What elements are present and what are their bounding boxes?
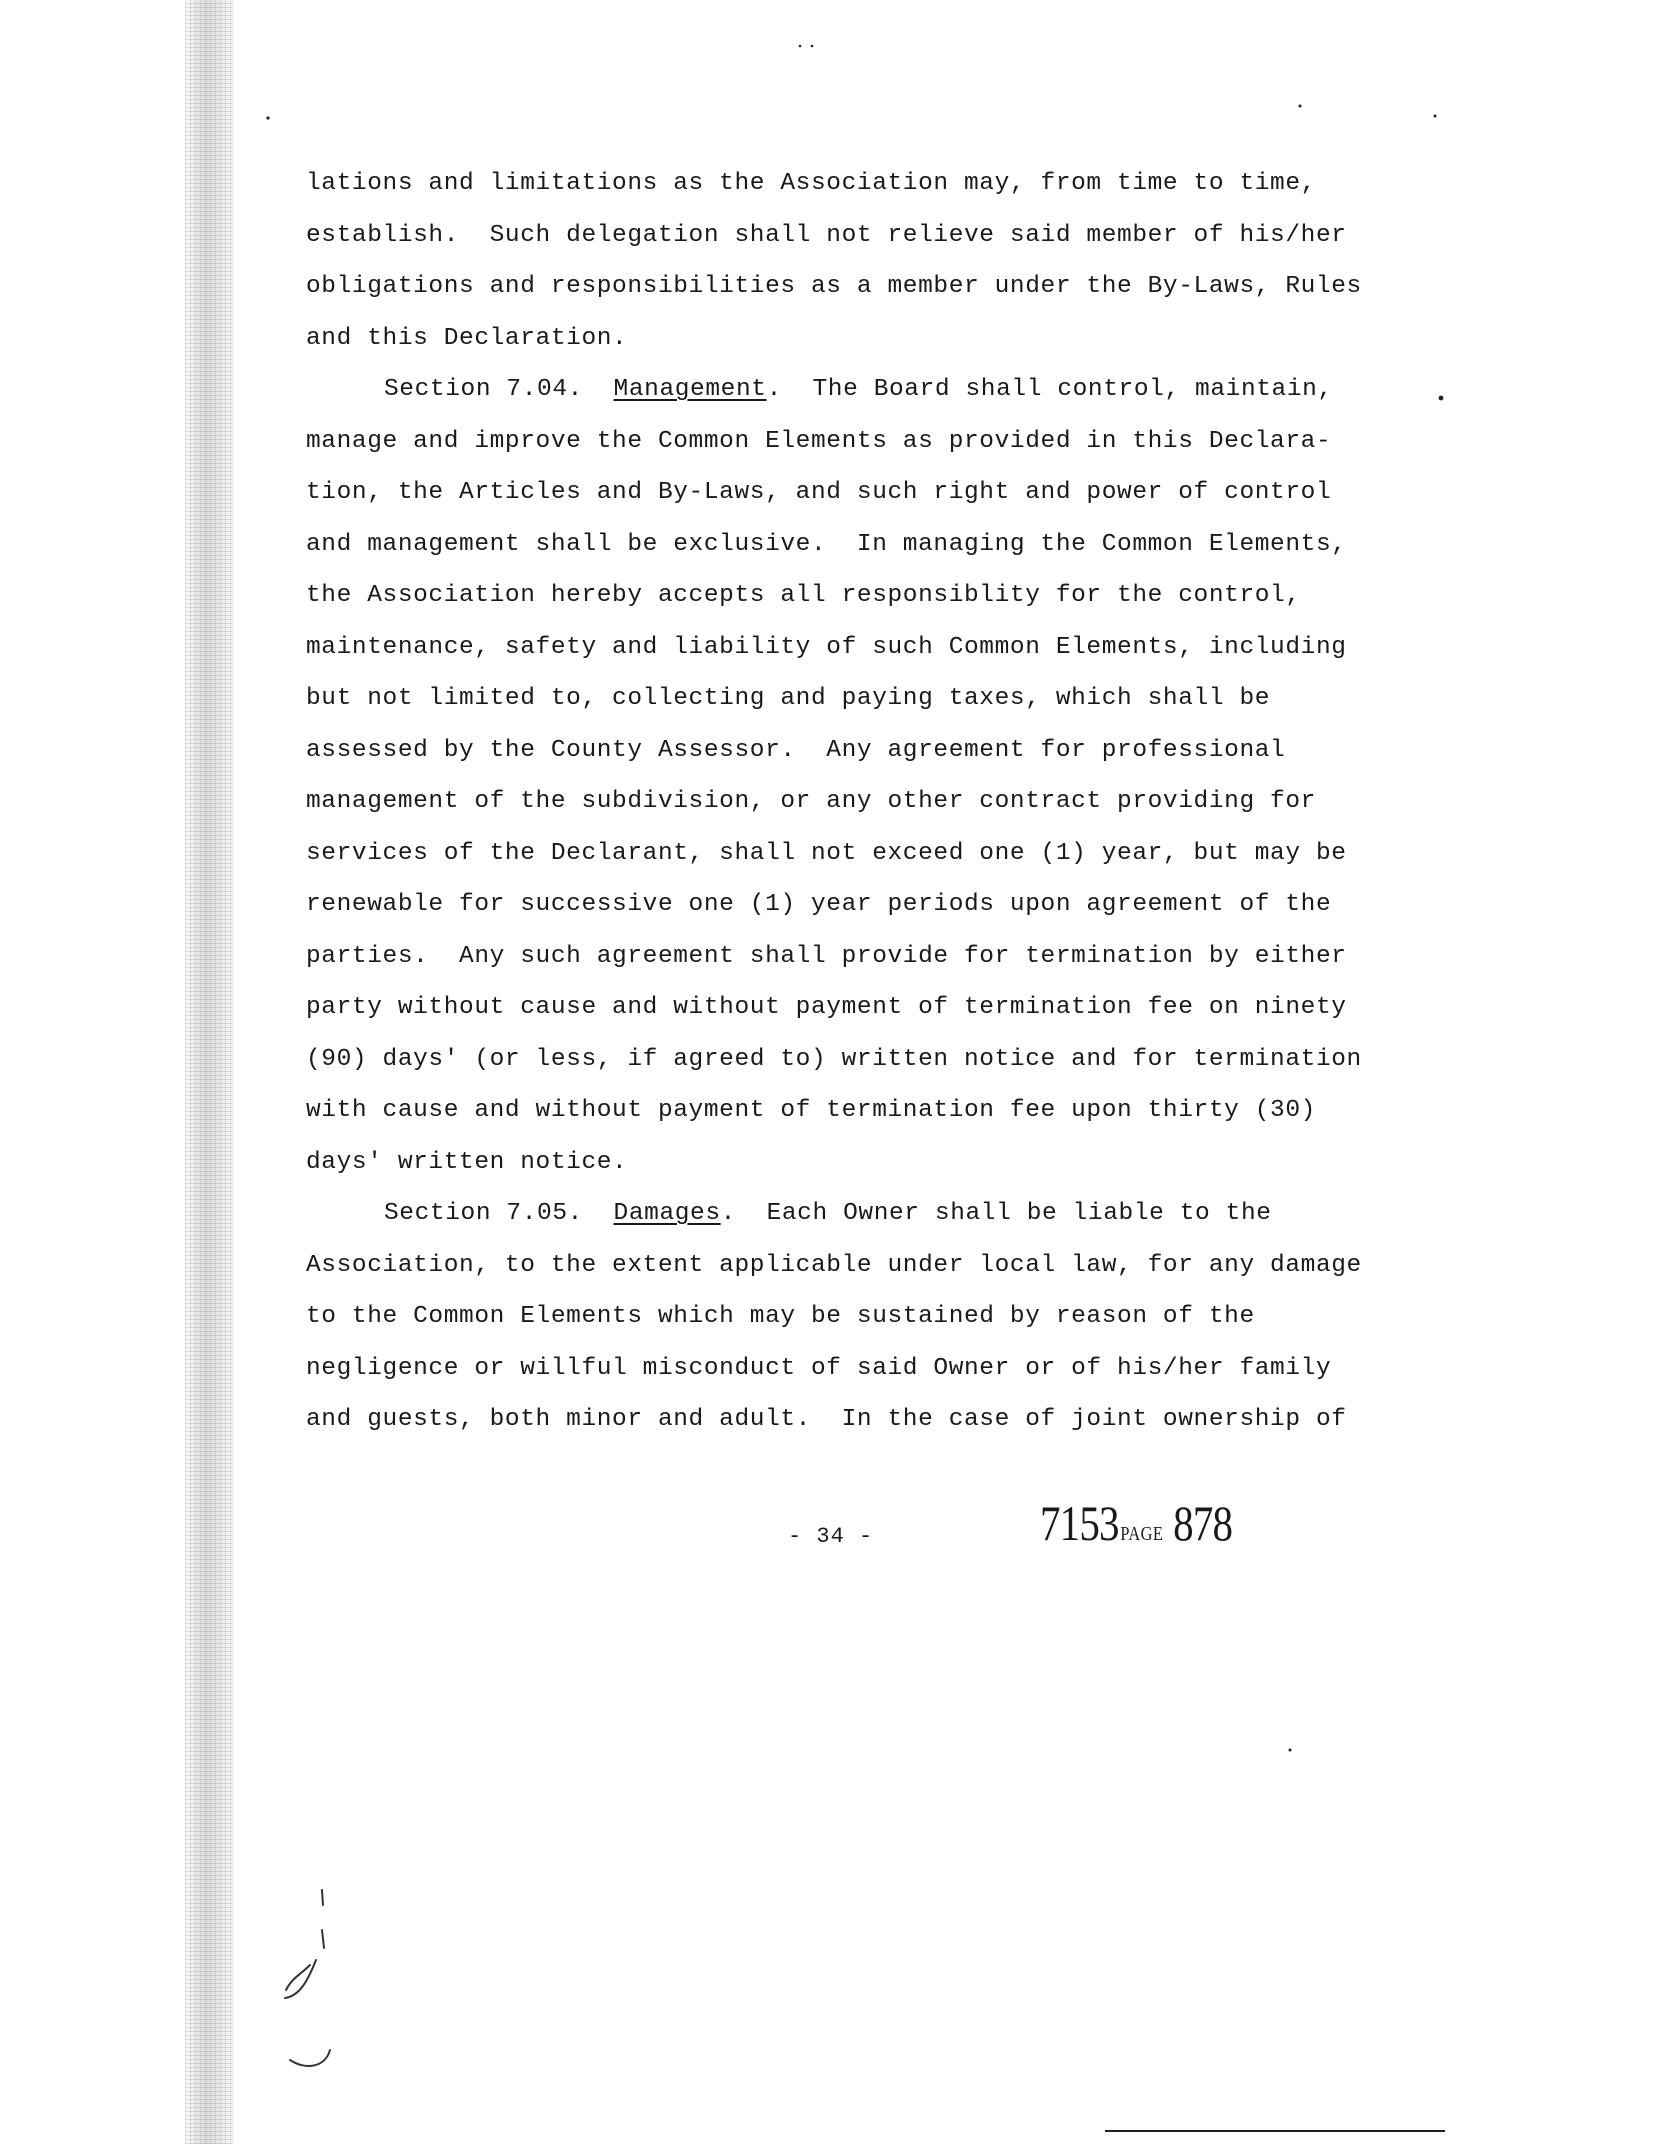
- body-line: services of the Declarant, shall not exceed one (1) year, but may be: [306, 839, 1347, 867]
- body-line: party without cause and without payment of termination fee on ninety: [306, 994, 1347, 1021]
- body-line: management of the subdivision, or any other contract providing for: [306, 788, 1316, 815]
- document-body: [306, 158, 1396, 1446]
- body-line: with cause and without payment of termination fee upon thirty (30): [306, 1097, 1316, 1124]
- body-line: (90) days' (or less, if agreed to) written notice and for termination: [306, 1045, 1362, 1073]
- body-line: manage and improve the Common Elements as provided in this Declara-: [306, 427, 1332, 455]
- body-line: renewable for successive one (1) year periods upon agreement of the: [306, 891, 1332, 918]
- body-line: days' written notice.: [306, 1148, 628, 1176]
- body-line: but not limited to, collecting and paying taxes, which shall be: [306, 685, 1271, 712]
- stamp-page-number: 878: [1173, 1495, 1233, 1551]
- recording-stamp: [1040, 1494, 1232, 1552]
- body-line: and this Declaration.: [306, 324, 628, 352]
- section-heading: Management: [613, 376, 767, 403]
- section-7-04-heading-line: [306, 364, 1396, 416]
- body-line: Association, to the extent applicable under local law, for any damage: [306, 1251, 1362, 1279]
- body-line: assessed by the County Assessor. Any agreement for professional: [306, 736, 1286, 764]
- stamp-book-number: 7153: [1040, 1495, 1119, 1551]
- body-line: the Association hereby accepts all responsiblity for the control,: [306, 582, 1301, 609]
- stamp-page-label: PAGE: [1120, 1523, 1164, 1545]
- section-number: Section 7.05.: [384, 1200, 583, 1227]
- body-line: maintenance, safety and liability of such Common Elements, including: [306, 633, 1347, 661]
- body-line: lations and limitations as the Association may, from time to time,: [306, 170, 1316, 197]
- body-line: establish. Such delegation shall not relieve said member of his/her: [306, 221, 1347, 249]
- body-line: to the Common Elements which may be sustained by reason of the: [306, 1303, 1255, 1330]
- page-number: - 34 -: [788, 1524, 874, 1549]
- footer-rule: [1105, 2130, 1445, 2132]
- body-line: negligence or willful misconduct of said Owner or of his/her family: [306, 1354, 1332, 1382]
- section-heading: Damages: [613, 1200, 721, 1227]
- body-line: tion, the Articles and By-Laws, and such right and power of control: [306, 479, 1332, 506]
- body-line: parties. Any such agreement shall provide for termination by either: [306, 942, 1347, 970]
- body-line: and management shall be exclusive. In managing the Common Elements,: [306, 530, 1347, 558]
- body-line: obligations and responsibilities as a member under the By-Laws, Rules: [306, 273, 1362, 300]
- section-first-line-text: . The Board shall control, maintain,: [766, 376, 1333, 403]
- section-7-05-heading-line: [306, 1188, 1396, 1240]
- section-first-line-text: . Each Owner shall be liable to the: [720, 1200, 1272, 1227]
- body-line: and guests, both minor and adult. In the case of joint ownership of: [306, 1406, 1347, 1433]
- section-number: Section 7.04.: [384, 376, 583, 403]
